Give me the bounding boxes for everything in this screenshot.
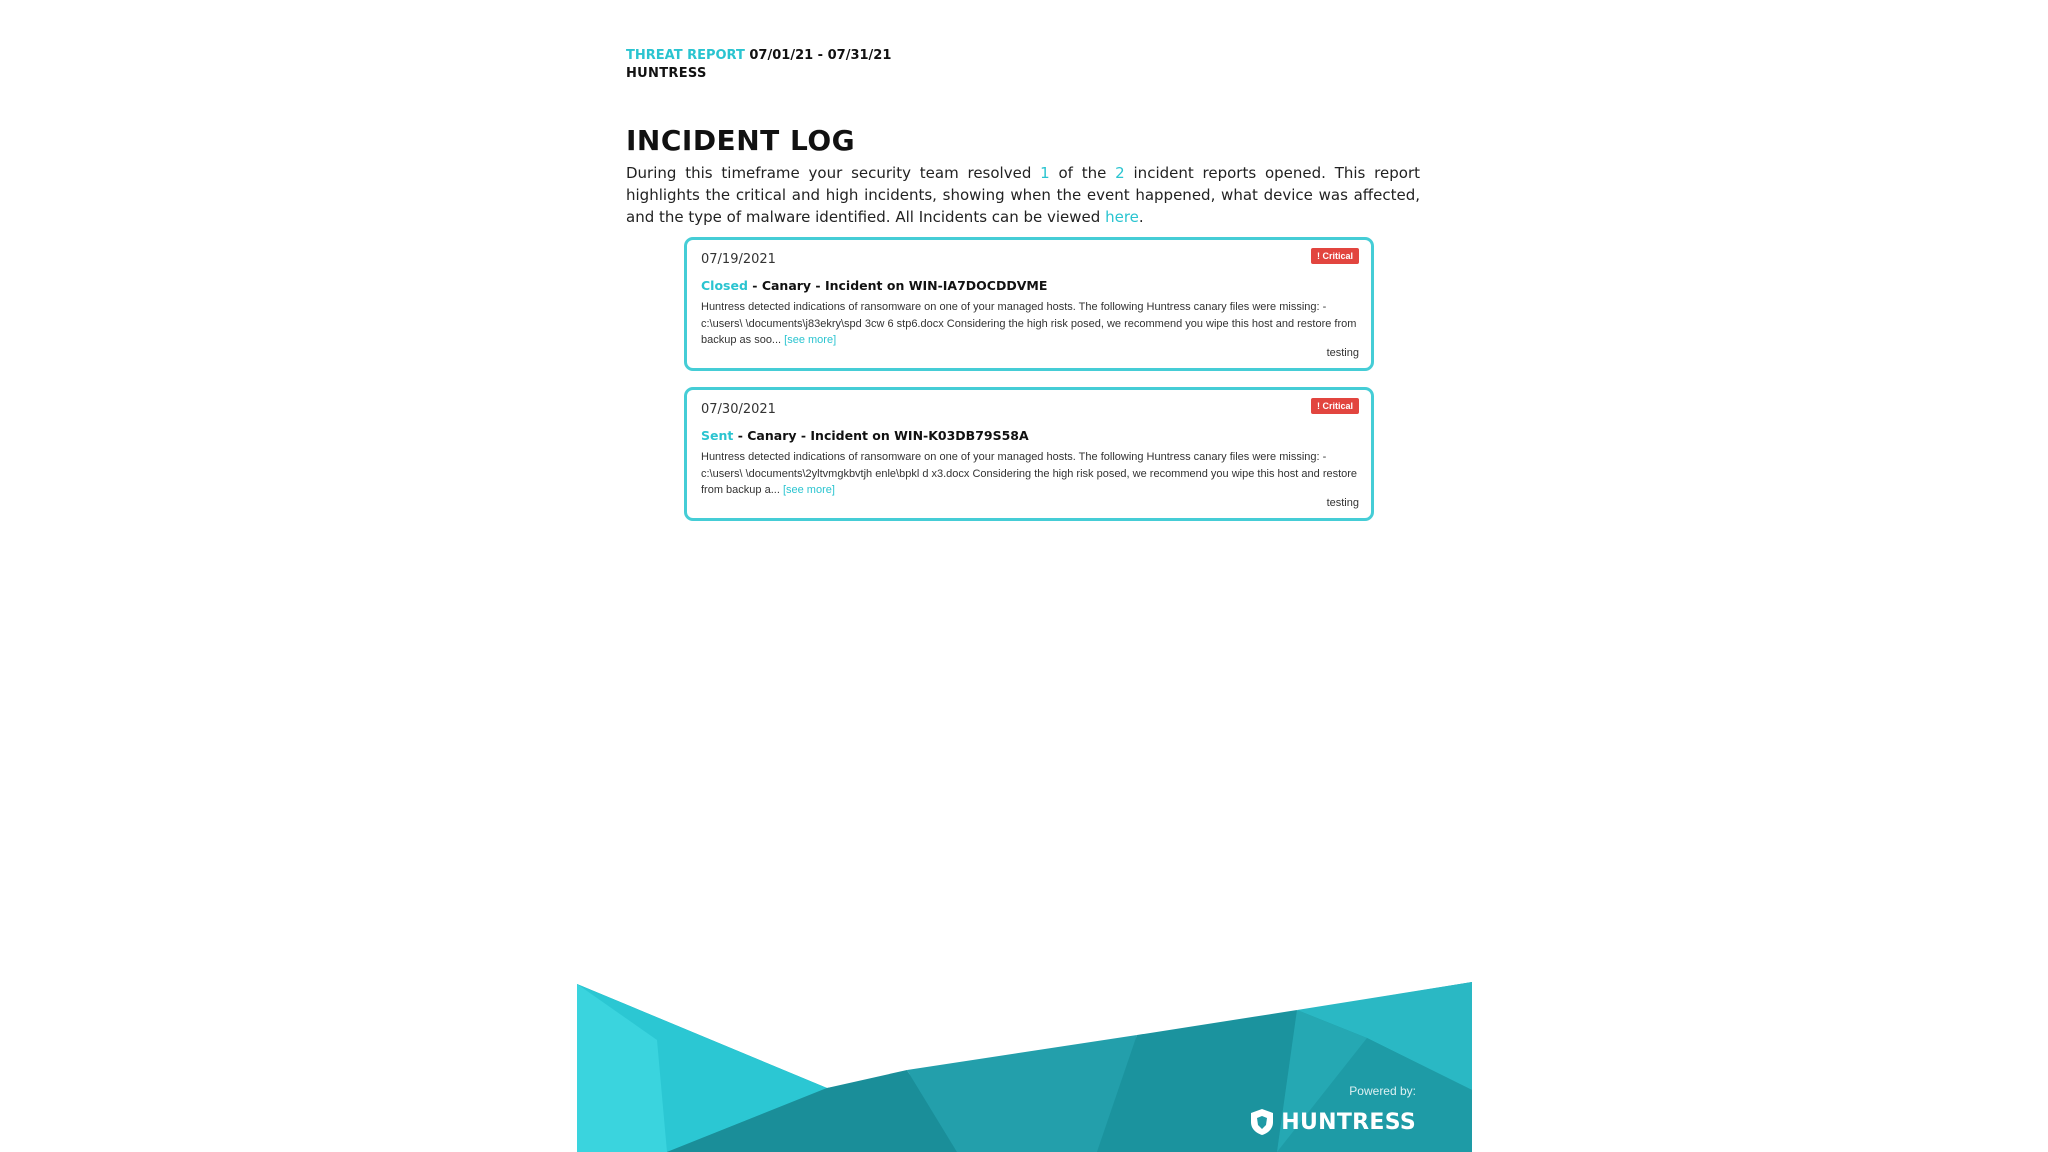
incident-card — [684, 387, 1374, 521]
intro-text-3: incident reports opened. This report highlights the critical and high incidents, showing when the event happened, what device was affected, and the type of malware identified. All Incidents can be viewed — [626, 164, 1420, 226]
resolved-count: 1 — [1040, 164, 1050, 182]
incident-body-text: Huntress detected indications of ransomware on one of your managed hosts. The following Huntress canary files were missing: - c:\users\ \documents\2yltvmgkbvtjh enle\bpkl d x3.docx Considering the high risk posed, we recommend you wipe this host and restore from backup a... — [701, 451, 1358, 496]
incident-title — [701, 428, 1029, 443]
incident-date: 07/30/2021 — [701, 402, 776, 417]
alert-icon: ! — [1316, 251, 1323, 261]
intro-text-1: During this timeframe your security team resolved — [626, 164, 1041, 182]
incident-description — [701, 299, 1361, 349]
view-all-link[interactable]: here — [1105, 208, 1139, 226]
incident-card — [684, 237, 1374, 371]
report-kicker: THREAT REPORT — [626, 48, 745, 63]
incident-date: 07/19/2021 — [701, 252, 776, 267]
incident-title-text: - Canary - Incident on WIN-K03DB79S58A — [733, 428, 1029, 443]
severity-badge — [1311, 248, 1359, 264]
incident-title — [701, 278, 1047, 293]
incident-tag: testing — [1326, 347, 1359, 359]
incident-tag: testing — [1326, 497, 1359, 509]
page-title: INCIDENT LOG — [626, 124, 856, 157]
incident-title-text: - Canary - Incident on WIN-IA7DOCDDVME — [747, 278, 1048, 293]
huntress-shield-icon — [1249, 1108, 1275, 1136]
report-brand: HUNTRESS — [626, 66, 707, 81]
see-more-link[interactable]: [see more] — [782, 484, 835, 496]
huntress-logo — [1249, 1108, 1416, 1136]
incident-status: Closed — [701, 278, 748, 293]
incident-body-text: Huntress detected indications of ransomware on one of your managed hosts. The following Huntress canary files were missing: - c:\users\ \documents\j83ekry\spd 3cw 6 stp6.docx Considering the high risk posed, we recommend you wipe this host and restore from backup as soo... — [701, 301, 1357, 346]
report-header — [626, 47, 891, 83]
intro-text-2: of the — [1049, 164, 1116, 182]
opened-count: 2 — [1115, 164, 1125, 182]
report-date-range: 07/01/21 - 07/31/21 — [749, 48, 892, 63]
report-page — [577, 0, 1472, 1152]
severity-label: Critical — [1322, 401, 1353, 411]
huntress-logo-text: HUNTRESS — [1281, 1109, 1416, 1135]
incident-description — [701, 449, 1361, 499]
powered-by-label: Powered by: — [1349, 1084, 1416, 1098]
intro-paragraph — [626, 162, 1420, 228]
incident-status: Sent — [701, 428, 734, 443]
severity-label: Critical — [1322, 251, 1353, 261]
severity-badge — [1311, 398, 1359, 414]
see-more-link[interactable]: [see more] — [784, 334, 837, 346]
alert-icon: ! — [1316, 401, 1323, 411]
intro-text-4: . — [1138, 208, 1144, 226]
footer-banner — [577, 980, 1472, 1152]
